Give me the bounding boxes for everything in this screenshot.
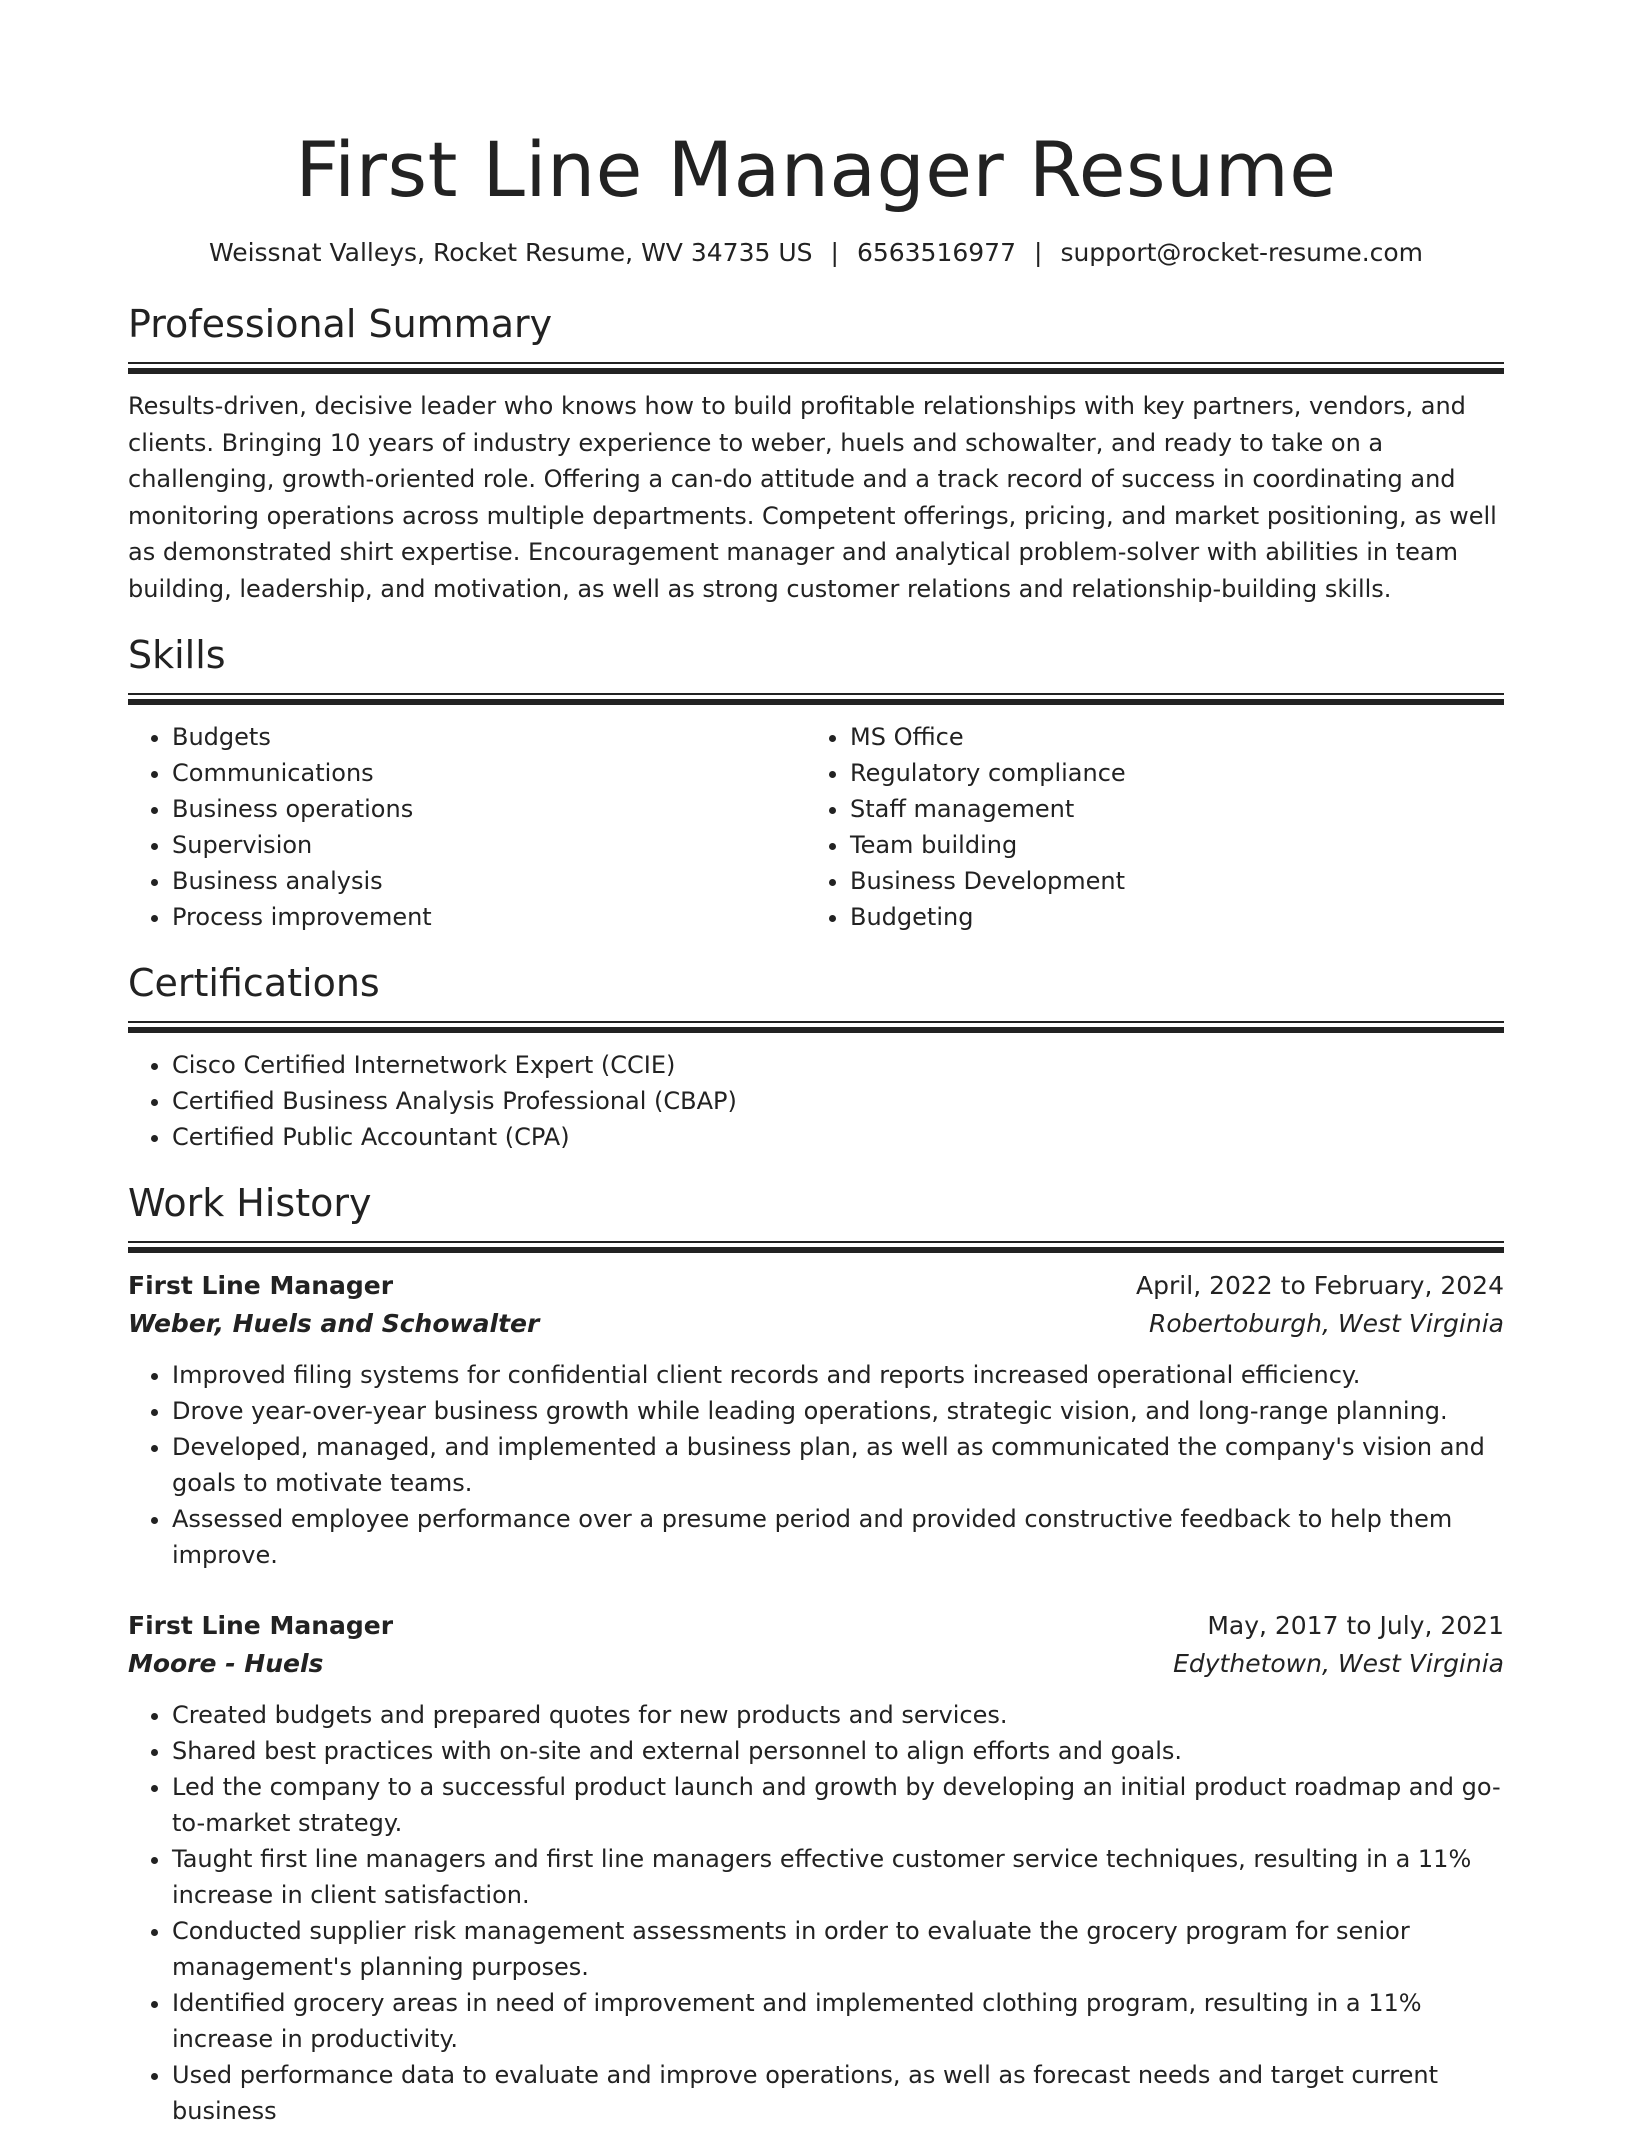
certifications-section	[128, 959, 1504, 1155]
job-bullet: • Conducted supplier risk management assessments in order to evaluate the grocery program for senior management's planning purposes.	[172, 1913, 1504, 1985]
contact-address: Weissnat Valleys, Rocket Resume, WV 34735 US	[208, 238, 813, 267]
skill-item: • Process improvement	[172, 899, 806, 935]
work-history-section	[128, 1179, 1504, 2129]
job-bullet: • Shared best practices with on-site and external personnel to align efforts and goals.	[172, 1733, 1504, 1769]
job-header	[128, 1267, 1504, 1305]
job-location: Edythetown, West Virginia	[1173, 1649, 1504, 1678]
resume-title: First Line Manager Resume	[295, 125, 1337, 214]
job-bullet: • Improved filing systems for confidential client records and reports increased operational efficiency.	[172, 1357, 1504, 1393]
section-heading: Professional Summary	[128, 302, 553, 346]
contact-email: support@rocket-resume.com	[1060, 238, 1424, 267]
summary-section	[128, 300, 1504, 607]
skill-item: • Supervision	[172, 827, 806, 863]
job-bullet: • Taught first line managers and first line managers effective customer service techniques, resulting in a 11% increase in client satisfaction.	[172, 1841, 1504, 1913]
section-heading: Skills	[128, 633, 226, 677]
skills-column-left	[128, 719, 806, 935]
job-dates: April, 2022 to February, 2024	[1136, 1271, 1504, 1300]
job-bullet: • Used performance data to evaluate and improve operations, as well as forecast needs and target current business	[172, 2057, 1504, 2129]
job-bullet: • Developed, managed, and implemented a business plan, as well as communicated the company's vision and goals to motivate teams.	[172, 1429, 1504, 1501]
contact-phone: 6563516977	[856, 238, 1016, 267]
section-heading: Work History	[128, 1181, 372, 1225]
skill-item: • Communications	[172, 755, 806, 791]
skill-item: • Staff management	[850, 791, 1548, 827]
job-entry	[128, 1607, 1504, 2129]
certifications-list	[128, 1047, 1504, 1155]
section-heading: Certifications	[128, 961, 380, 1005]
job-subheader	[128, 1645, 1504, 1683]
skills-column-right	[806, 719, 1548, 935]
job-header	[128, 1607, 1504, 1645]
skills-list	[128, 719, 1504, 935]
job-title: First Line Manager	[128, 1611, 394, 1640]
job-bullet: • Assessed employee performance over a presume period and provided constructive feedback to help them improve.	[172, 1501, 1504, 1573]
skill-item: • Budgeting	[850, 899, 1548, 935]
section-divider	[128, 693, 1504, 705]
job-dates: May, 2017 to July, 2021	[1207, 1611, 1504, 1640]
skill-item: • Budgets	[172, 719, 806, 755]
skill-item: • Business operations	[172, 791, 806, 827]
job-company: Weber, Huels and Schowalter	[128, 1309, 540, 1338]
job-title: First Line Manager	[128, 1271, 394, 1300]
skill-item: • Regulatory compliance	[850, 755, 1548, 791]
resume-page	[128, 0, 1504, 2129]
contact-separator: |	[1034, 238, 1043, 267]
job-bullet: • Identified grocery areas in need of improvement and implemented clothing program, resulting in a 11% increase in productivity.	[172, 1985, 1504, 2057]
job-company: Moore - Huels	[128, 1649, 324, 1678]
job-bullet: • Led the company to a successful product launch and growth by developing an initial product roadmap and go-to-market strategy.	[172, 1769, 1504, 1841]
skill-item: • Business Development	[850, 863, 1548, 899]
certification-item: • Certified Public Accountant (CPA)	[172, 1119, 1504, 1155]
job-entry	[128, 1267, 1504, 1573]
skill-item: • Team building	[850, 827, 1548, 863]
section-divider	[128, 1241, 1504, 1253]
section-divider	[128, 1021, 1504, 1033]
job-bullets	[128, 1697, 1504, 2129]
job-subheader	[128, 1305, 1504, 1343]
skills-section	[128, 631, 1504, 935]
certification-item: • Cisco Certified Internetwork Expert (CCIE)	[172, 1047, 1504, 1083]
contact-line	[128, 236, 1504, 270]
job-location: Robertoburgh, West Virginia	[1148, 1309, 1504, 1338]
section-divider	[128, 362, 1504, 374]
skill-item: • Business analysis	[172, 863, 806, 899]
skill-item: • MS Office	[850, 719, 1548, 755]
summary-text: Results-driven, decisive leader who knows how to build profitable relationships with key partners, vendors, and clients. Bringing 10 years of industry experience to weber, huels and schowalter, and ready to take on a challenging, growth-oriented role. Offering a can-do attitude and a track record of success in coordinating and monitoring operations across multiple departments. Competent offerings, pricing, and market positioning, as well as demonstrated shirt expertise. Encouragement manager and analytical problem-solver with abilities in team building, leadership, and motivation, as well as strong customer relations and relationship-building skills.	[128, 392, 1497, 603]
job-bullet: • Created budgets and prepared quotes for new products and services.	[172, 1697, 1504, 1733]
job-bullet: • Drove year-over-year business growth while leading operations, strategic vision, and long-range planning.	[172, 1393, 1504, 1429]
job-bullets	[128, 1357, 1504, 1573]
certification-item: • Certified Business Analysis Professional (CBAP)	[172, 1083, 1504, 1119]
contact-separator: |	[830, 238, 839, 267]
